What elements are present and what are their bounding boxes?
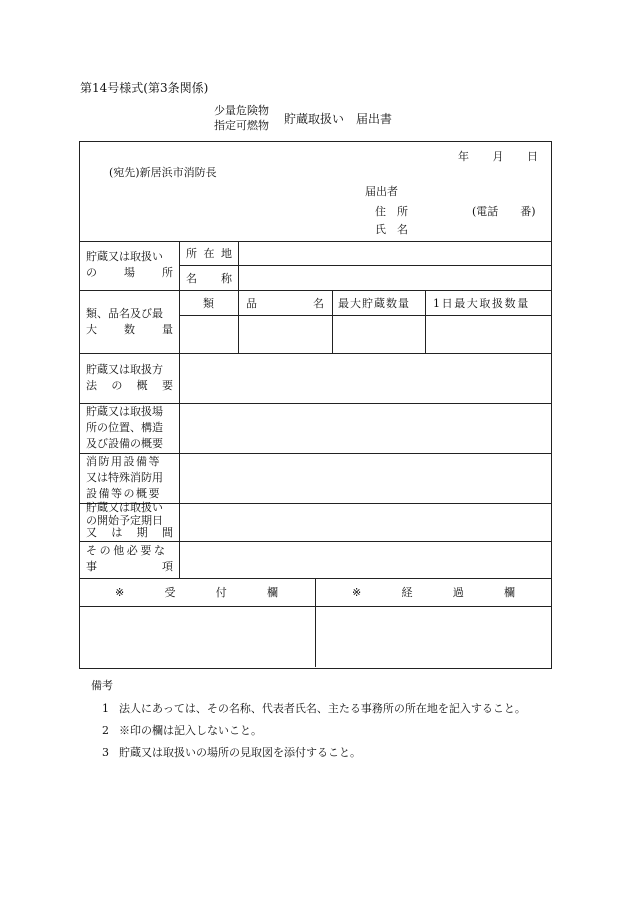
location-label: [186, 247, 232, 260]
remark-item: 貯蔵又は取扱いの場所の見取図を添付すること。: [119, 746, 361, 759]
schedule-input[interactable]: [181, 505, 549, 540]
char: ※: [352, 586, 362, 599]
method-input[interactable]: [181, 355, 549, 402]
addressee: (宛先)新居浜市消防長: [109, 166, 217, 179]
col-item-header: [246, 297, 324, 310]
char: 地: [221, 247, 232, 260]
char: 概: [136, 379, 148, 392]
divider: [238, 241, 239, 290]
class-input[interactable]: [181, 317, 237, 352]
divider: [238, 290, 239, 353]
char: 欄: [266, 586, 278, 599]
char: 場: [124, 266, 135, 279]
remarks-title: 備考: [91, 679, 113, 692]
facility-label: [86, 404, 173, 452]
char: 数: [124, 323, 135, 336]
other-line-2: [86, 559, 173, 575]
divider: [179, 265, 551, 266]
fire-line-1: 消防用設備等: [86, 455, 161, 468]
remark-number: 1: [102, 702, 109, 715]
title-small-hazardous: 少量危険物: [214, 104, 269, 117]
col-class-header: 類: [203, 297, 214, 310]
date-month: 月: [492, 150, 504, 163]
divider: [79, 541, 551, 542]
char: 名: [186, 272, 197, 285]
storage-place-label: [86, 249, 173, 281]
divider: [179, 315, 551, 316]
char: 経: [401, 586, 413, 599]
method-line-1: 貯蔵又は取扱方: [86, 363, 163, 376]
divider: [315, 578, 316, 667]
col-max-storage-header: 最大貯蔵数量: [338, 297, 410, 310]
item-input[interactable]: [240, 317, 331, 352]
col-daily-max-header: 1日最大取扱数量: [433, 297, 530, 310]
schedule-line-1: 貯蔵又は取扱い: [86, 501, 163, 514]
document-title: 貯蔵取扱い 届出書: [284, 112, 393, 126]
reception-column-header: [115, 586, 278, 599]
date-line: [458, 150, 538, 163]
char: 名: [313, 297, 324, 310]
remark-item: ※印の欄は記入しないこと。: [119, 724, 262, 737]
schedule-line-3: [86, 527, 173, 540]
storage-place-line-1: 貯蔵又は取扱い: [86, 250, 163, 263]
phone-label: (電話 番): [472, 205, 536, 218]
char: 所: [162, 266, 173, 279]
method-line-2: [86, 378, 173, 394]
place-name-label: [186, 272, 232, 285]
char: 在: [203, 247, 215, 260]
char: 称: [221, 272, 232, 285]
other-input[interactable]: [181, 543, 549, 577]
char: 要: [161, 379, 173, 392]
schedule-label: [86, 502, 173, 540]
char: 受: [164, 586, 176, 599]
notifier-label: 届出者: [365, 185, 398, 198]
date-year: 年: [458, 150, 469, 163]
method-label: [86, 362, 173, 394]
storage-place-line-2: [86, 265, 173, 281]
remark-number: 2: [102, 724, 109, 737]
facility-line-2: 所の位置、構造: [86, 421, 163, 434]
fire-line-3: 設備等の概要: [86, 487, 161, 500]
char: 項: [162, 560, 173, 573]
char: 付: [215, 586, 227, 599]
name-label: 氏 名: [375, 223, 408, 236]
char: 量: [162, 323, 173, 336]
date-day: 日: [527, 150, 538, 163]
remark-number: 3: [102, 746, 109, 759]
other-line-1: その他必要な: [86, 544, 168, 557]
location-input[interactable]: [240, 243, 549, 264]
facility-line-1: 貯蔵又は取扱場: [86, 405, 163, 418]
fire-equipment-label: [86, 454, 173, 502]
title-designated-combustible: 指定可燃物: [214, 119, 269, 132]
char: 大: [86, 323, 97, 336]
char: 事: [86, 560, 97, 573]
char: 期: [136, 526, 148, 539]
fire-equipment-input[interactable]: [181, 455, 549, 502]
facility-line-3: 及び設備の概要: [86, 437, 163, 450]
char: 過: [452, 586, 464, 599]
char: 法: [86, 379, 97, 392]
type-line-2: [86, 322, 173, 338]
char: ※: [115, 586, 125, 599]
schedule-line-2: の開始予定期日: [86, 513, 163, 527]
char: 欄: [503, 586, 515, 599]
fire-line-2: 又は特殊消防用: [86, 471, 163, 484]
char: の: [86, 266, 97, 279]
divider: [332, 290, 333, 353]
char: 間: [161, 526, 173, 539]
divider: [425, 290, 426, 353]
remark-item: 法人にあっては、その名称、代表者氏名、主たる事務所の所在地を記入すること。: [119, 702, 526, 715]
progress-column-header: [352, 586, 515, 599]
char: の: [111, 379, 123, 392]
char: 所: [186, 247, 197, 260]
max-storage-input[interactable]: [334, 317, 424, 352]
daily-max-input[interactable]: [427, 317, 549, 352]
divider: [79, 241, 551, 242]
char: は: [111, 526, 123, 539]
divider: [79, 353, 551, 354]
char: 品: [246, 297, 257, 310]
char: 又: [86, 526, 97, 539]
type-line-1: 類、品名及び最: [86, 307, 163, 320]
type-quantity-label: [86, 306, 173, 338]
address-label: 住 所: [375, 205, 408, 218]
facility-input[interactable]: [181, 405, 549, 452]
other-label: [86, 543, 173, 575]
form-number: 第14号様式(第3条関係): [80, 81, 209, 95]
divider: [179, 241, 180, 578]
divider: [79, 290, 551, 291]
place-name-input[interactable]: [240, 267, 549, 289]
